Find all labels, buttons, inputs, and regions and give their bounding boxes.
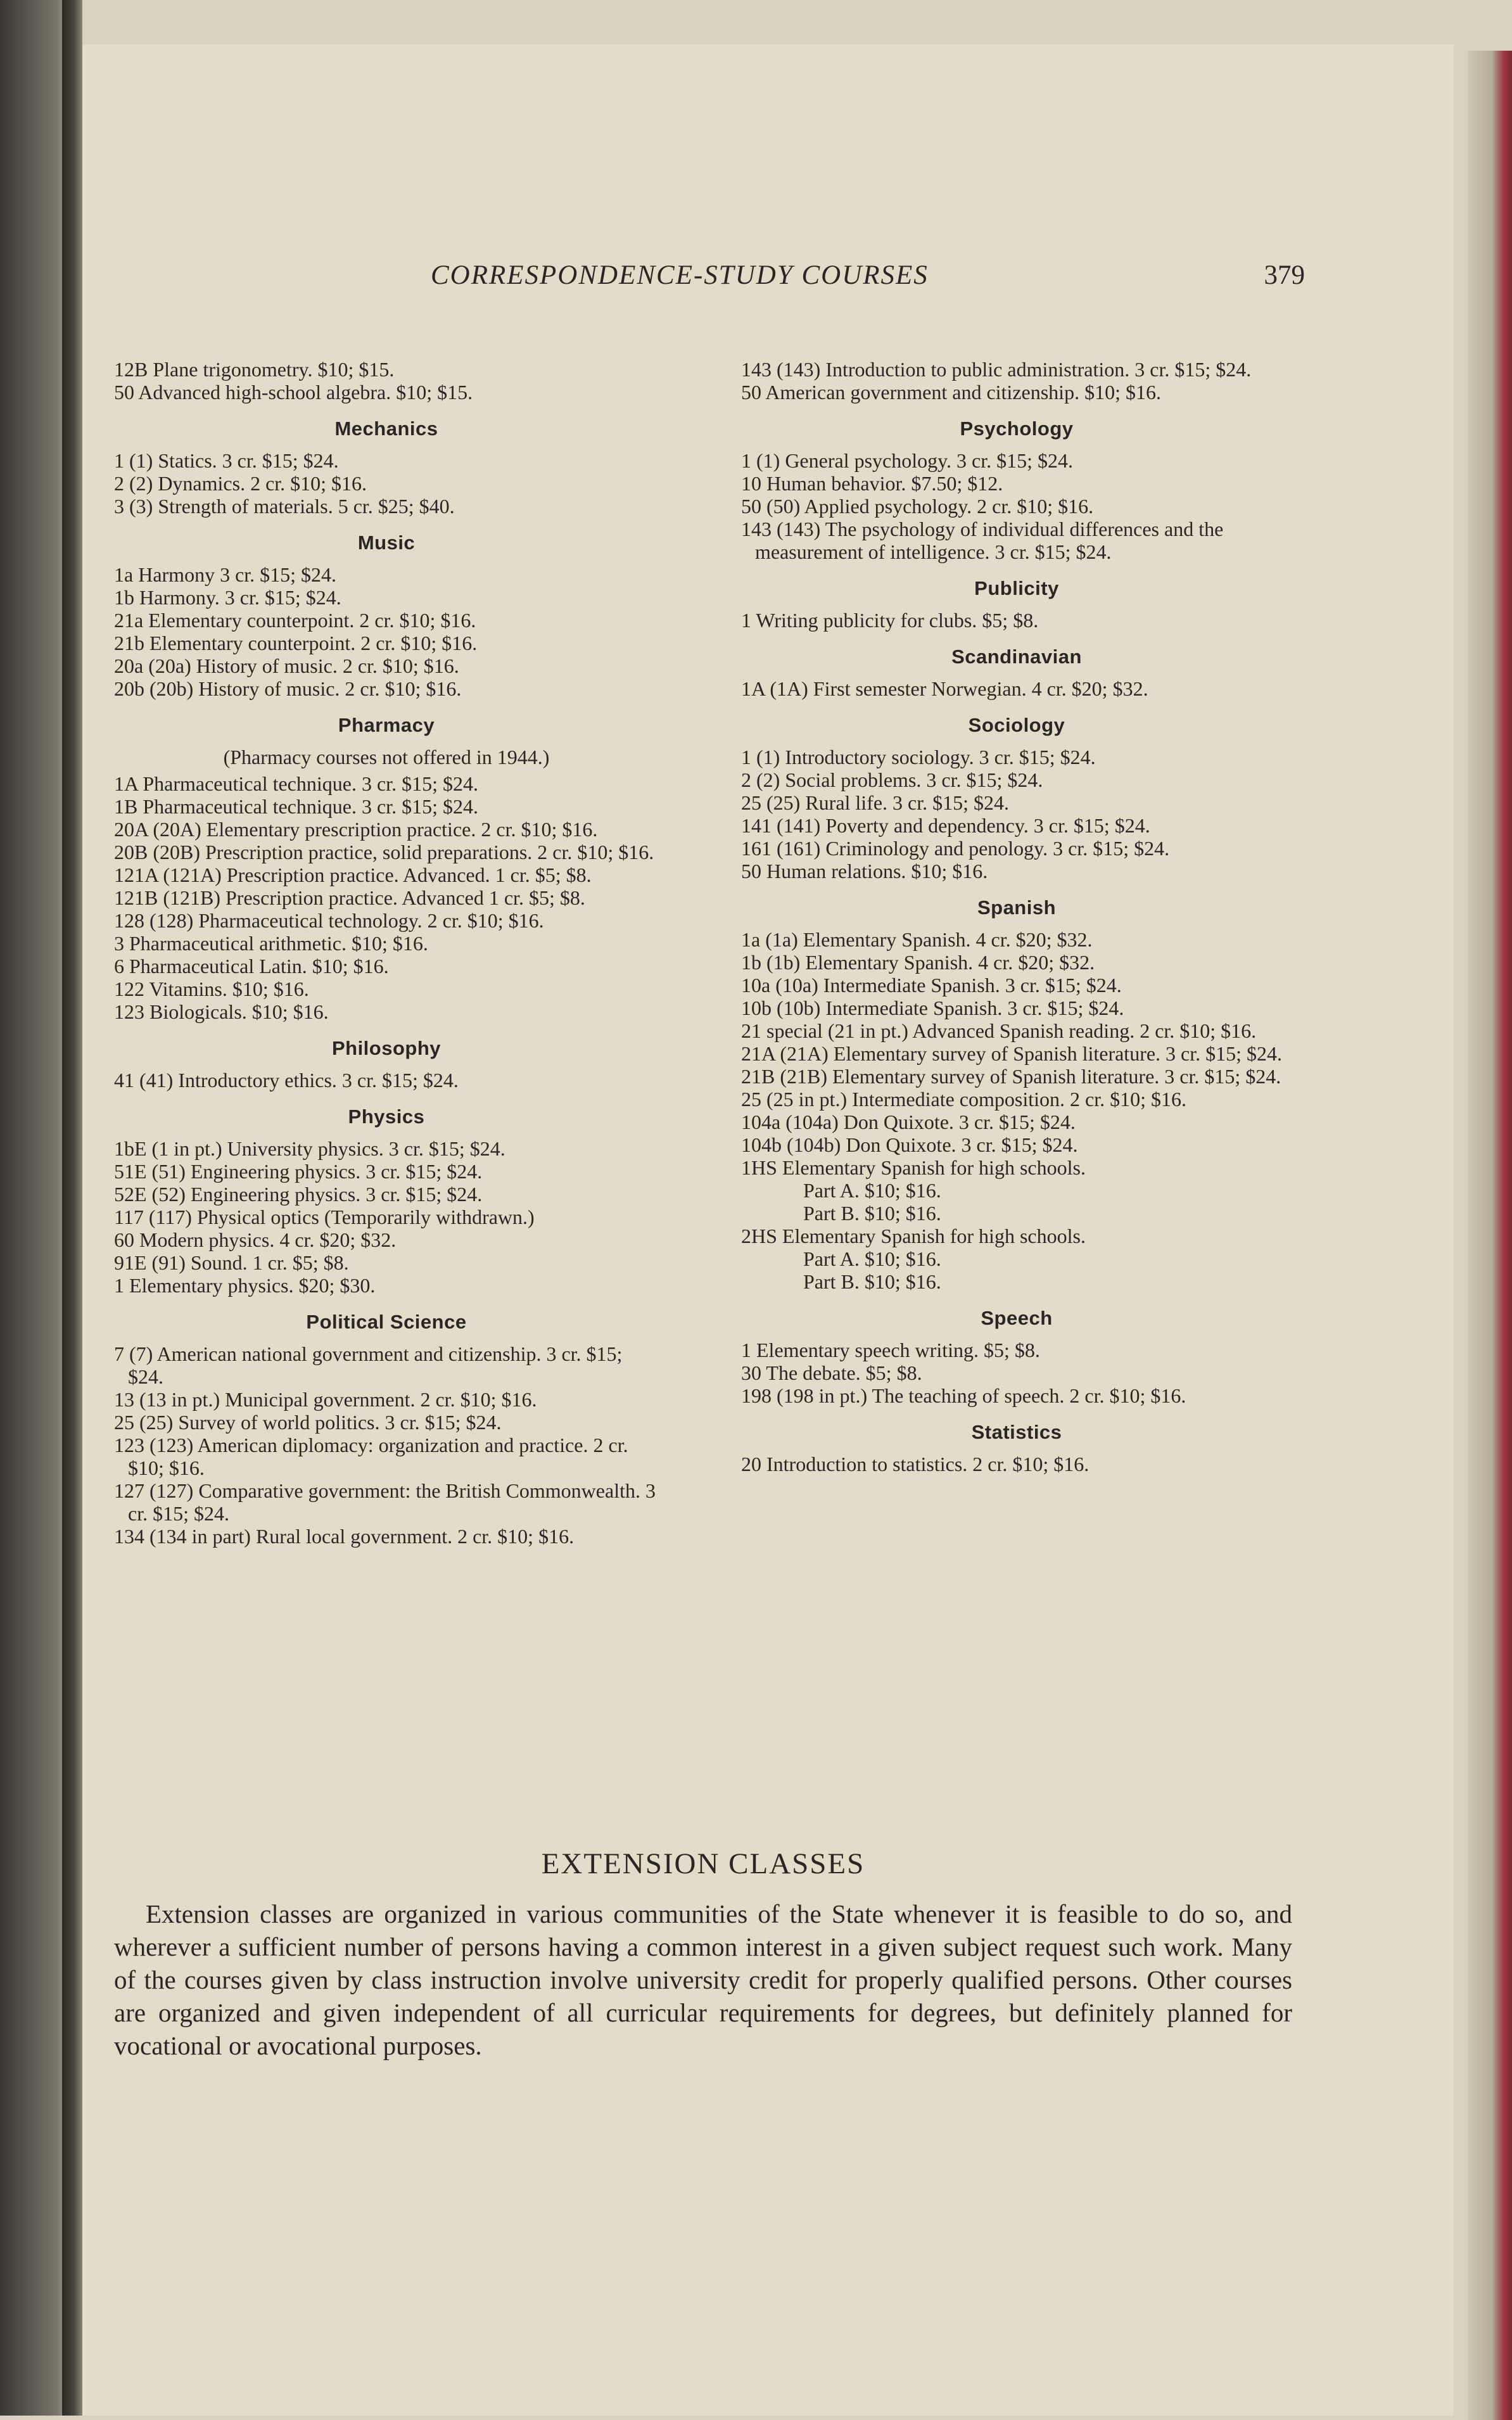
course-entry: 127 (127) Comparative government: the British Commonwealth. 3 cr. $15; $24. [114,1479,656,1525]
course-entry: 104a (104a) Don Quixote. 3 cr. $15; $24. [741,1111,1076,1133]
extension-title: EXTENSION CLASSES [541,1847,865,1880]
course-entry: 52E (52) Engineering physics. 3 cr. $15; $24. [114,1183,483,1206]
page-number: 379 [1264,260,1305,290]
course-entry: 1 (1) Introductory sociology. 3 cr. $15; $24. [741,746,1096,768]
course-entry: 104b (104b) Don Quixote. 3 cr. $15; $24. [741,1133,1078,1156]
course-entry: 1 (1) General psychology. 3 cr. $15; $24. [741,449,1074,472]
course-entry: 50 Advanced high-school algebra. $10; $15. [114,381,473,404]
course-entry: 1b (1b) Elementary Spanish. 4 cr. $20; $32. [741,951,1095,974]
course-entry: 20b (20b) History of music. 2 cr. $10; $16. [114,677,462,700]
right-column [741,358,1292,1475]
course-entry: 123 (123) American diplomacy: organization and practice. 2 cr. $10; $16. [114,1434,628,1479]
section-heading: Physics [348,1105,425,1128]
course-entry: 2 (2) Social problems. 3 cr. $15; $24. [741,768,1043,791]
course-entry: 122 Vitamins. $10; $16. [114,978,309,1000]
course-entry: 30 The debate. $5; $8. [741,1361,922,1384]
section-heading: Psychology [960,417,1074,440]
course-entry: 10 Human behavior. $7.50; $12. [741,472,1003,495]
course-entry: 198 (198 in pt.) The teaching of speech. 2 cr. $10; $16. [741,1384,1186,1407]
course-entry: 50 Human relations. $10; $16. [741,860,988,882]
course-entry: 20A (20A) Elementary prescription practice. 2 cr. $10; $16. [114,818,598,841]
book-binding [62,0,82,2416]
course-entry: 60 Modern physics. 4 cr. $20; $32. [114,1228,397,1251]
course-entry: 1B Pharmaceutical technique. 3 cr. $15; $24. [114,795,478,818]
course-entry: 1b Harmony. 3 cr. $15; $24. [114,586,341,609]
course-entry: 3 Pharmaceutical arithmetic. $10; $16. [114,932,428,955]
left-column [114,358,659,1548]
course-entry: 6 Pharmaceutical Latin. $10; $16. [114,955,389,978]
course-entry: 1 (1) Statics. 3 cr. $15; $24. [114,449,339,472]
course-entry: 51E (51) Engineering physics. 3 cr. $15; $24. [114,1160,483,1183]
section-heading: Philosophy [331,1037,442,1059]
section-heading: Statistics [971,1421,1062,1443]
course-entry: 41 (41) Introductory ethics. 3 cr. $15; $24. [114,1069,459,1092]
section-heading: Publicity [974,577,1059,599]
course-entry: 10b (10b) Intermediate Spanish. 3 cr. $15; $24. [741,997,1124,1019]
course-entry: 25 (25 in pt.) Intermediate composition. 2 cr. $10; $16. [741,1088,1186,1111]
course-entry: Part B. $10; $16. [803,1202,941,1225]
section-heading: Political Science [306,1311,467,1333]
course-entry: Part A. $10; $16. [803,1247,941,1270]
section-heading: Music [357,532,416,554]
course-entry: 25 (25) Survey of world politics. 3 cr. $15; $24. [114,1411,502,1434]
course-entry: 143 (143) The psychology of individual differences and the measurement of intelligence. 3 cr. $15; $24. [741,518,1224,563]
page-edge [1468,51,1512,2420]
course-entry: 134 (134 in part) Rural local government. 2 cr. $10; $16. [114,1525,575,1548]
course-entry: 141 (141) Poverty and dependency. 3 cr. $15; $24. [741,814,1150,837]
course-entry: 50 (50) Applied psychology. 2 cr. $10; $16. [741,495,1094,518]
course-entry: 161 (161) Criminology and penology. 3 cr. $15; $24. [741,837,1170,860]
course-entry: Part B. $10; $16. [803,1270,941,1293]
course-entry: 13 (13 in pt.) Municipal government. 2 cr. $10; $16. [114,1388,537,1411]
course-entry: 21 special (21 in pt.) Advanced Spanish reading. 2 cr. $10; $16. [741,1019,1257,1042]
course-entry: 1A (1A) First semester Norwegian. 4 cr. $20; $32. [741,677,1148,700]
course-entry: 12B Plane trigonometry. $10; $15. [114,358,395,381]
course-entry: 1a (1a) Elementary Spanish. 4 cr. $20; $32. [741,928,1093,951]
course-entry: 50 American government and citizenship. $10; $16. [741,381,1161,404]
course-entry: 20B (20B) Prescription practice, solid preparations. 2 cr. $10; $16. [114,841,654,863]
section-heading: Sociology [968,714,1065,736]
course-entry: 123 Biologicals. $10; $16. [114,1000,329,1023]
course-entry: 1bE (1 in pt.) University physics. 3 cr. $15; $24. [114,1137,505,1160]
course-entry: 21a Elementary counterpoint. 2 cr. $10; $16. [114,609,476,632]
course-entry: 20a (20a) History of music. 2 cr. $10; $16. [114,654,459,677]
section-heading: Speech [981,1307,1053,1329]
section-heading: Mechanics [334,417,438,440]
section-heading: Spanish [977,896,1057,919]
course-entry: 143 (143) Introduction to public administration. 3 cr. $15; $24. [741,358,1252,381]
course-entry: 10a (10a) Intermediate Spanish. 3 cr. $15; $24. [741,974,1122,997]
course-entry: 21b Elementary counterpoint. 2 cr. $10; $16. [114,632,478,654]
course-entry: 1a Harmony 3 cr. $15; $24. [114,563,337,586]
extension-body: Extension classes are organized in various communities of the State whenever it is feasible to do so, and wherever a sufficient number of persons having a common interest in a given subject request such work. Many of the courses given by class instruction involve university credit for properly qualified persons. Other courses are organized and given independent of all curricular requirements for degrees, but definitely planned for vocational or avocational purposes. [114,1899,1292,2060]
course-entry: 21B (21B) Elementary survey of Spanish literature. 3 cr. $15; $24. [741,1065,1281,1088]
section-note: (Pharmacy courses not offered in 1944.) [223,746,550,768]
course-entry: 117 (117) Physical optics (Temporarily withdrawn.) [114,1206,535,1228]
course-entry: 7 (7) American national government and citizenship. 3 cr. $15; $24. [114,1342,623,1388]
course-entry: 21A (21A) Elementary survey of Spanish literature. 3 cr. $15; $24. [741,1042,1283,1065]
running-title: CORRESPONDENCE-STUDY COURSES [431,260,929,290]
course-entry: 25 (25) Rural life. 3 cr. $15; $24. [741,791,1010,814]
course-entry: 91E (91) Sound. 1 cr. $5; $8. [114,1251,349,1274]
course-entry: 2 (2) Dynamics. 2 cr. $10; $16. [114,472,367,495]
course-entry: 20 Introduction to statistics. 2 cr. $10; $16. [741,1453,1090,1475]
course-entry: Part A. $10; $16. [803,1179,941,1202]
section-heading: Pharmacy [338,714,435,736]
section-heading: Scandinavian [951,646,1082,668]
course-entry: 2HS Elementary Spanish for high schools. [741,1225,1086,1247]
course-entry: 1 Elementary speech writing. $5; $8. [741,1339,1040,1361]
course-entry: 1 Writing publicity for clubs. $5; $8. [741,609,1039,632]
course-entry: 1A Pharmaceutical technique. 3 cr. $15; $24. [114,772,478,795]
course-entry: 128 (128) Pharmaceutical technology. 2 cr. $10; $16. [114,909,544,932]
course-entry: 121A (121A) Prescription practice. Advanced. 1 cr. $5; $8. [114,863,592,886]
course-entry: 1 Elementary physics. $20; $30. [114,1274,376,1297]
course-entry: 1HS Elementary Spanish for high schools. [741,1156,1086,1179]
running-header [431,260,1305,304]
course-entry: 3 (3) Strength of materials. 5 cr. $25; $40. [114,495,455,518]
course-entry: 121B (121B) Prescription practice. Advanced 1 cr. $5; $8. [114,886,585,909]
